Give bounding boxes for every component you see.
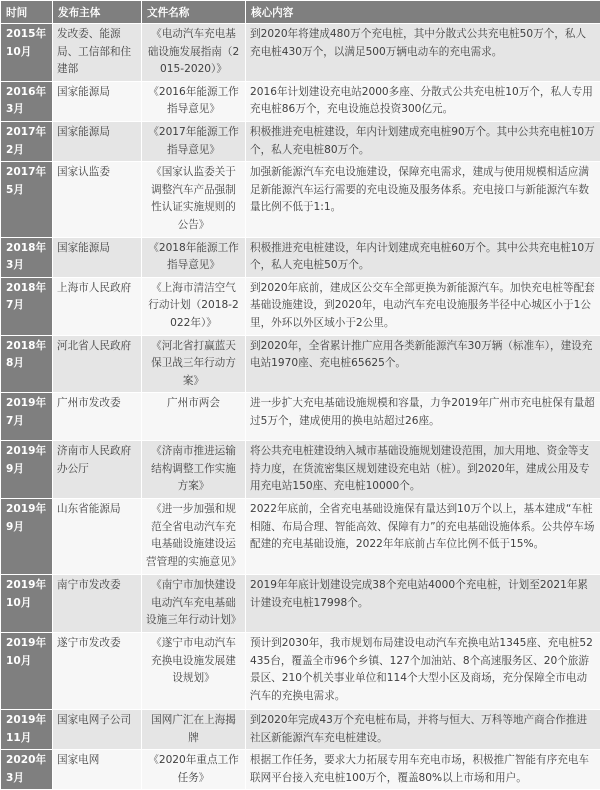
cell-document: 《济南市推进运输结构调整工作实施方案》 [142,441,246,499]
cell-time: 2019年10月 [1,633,53,710]
cell-content: 到2020年，全省累计推广应用各类新能源汽车30万辆（标准车），建设充电站1970座、充电桩65625个。 [246,335,600,393]
table-row [1,750,600,790]
cell-document: 《遂宁市电动汽车充换电设施发展建设规划》 [142,633,246,710]
cell-content: 加强新能源汽车充电设施建设，保障充电需求，建成与使用规模相适应满足新能源汽车运行需要的充电设施及服务体系。充电接口与新能源汽车数量比例不低于1:1。 [246,162,600,237]
cell-document: 《进一步加强和规范全省电动汽车充电基础设施建设运营管理的实施意见》 [142,499,246,575]
cell-document: 《上海市清洁空气行动计划（2018-2022年）》 [142,277,246,335]
cell-subject: 国家电网 [53,750,142,790]
cell-time: 2019年7月 [1,393,53,441]
header-content: 核心内容 [246,1,600,24]
cell-subject: 国家能源局 [53,81,142,121]
table-header-row [1,1,600,24]
table-row [1,162,600,237]
table-row [1,24,600,82]
table-row [1,633,600,710]
cell-content: 到2020年底前，建成区公交车全部更换为新能源汽车。加快充电桩等配套基础设施建设，到2020年，电动汽车充电设施服务半径中心城区小于1公里，外环以外区域小于2公里。 [246,277,600,335]
cell-document: 《南宁市加快建设电动汽车充电基础设施三年行动计划》 [142,575,246,633]
cell-time: 2019年9月 [1,499,53,575]
cell-subject: 南宁市发改委 [53,575,142,633]
table-row [1,499,600,575]
cell-content: 将公共充电桩建设纳入城市基础设施规划建设范围，加大用地、资金等支持力度，在货流密集区规划建设充电站（桩）。到2020年，建成公用及专用充电站150座、充电桩10000个。 [246,441,600,499]
cell-subject: 山东省能源局 [53,499,142,575]
cell-time: 2020年3月 [1,750,53,790]
cell-document: 《2017年能源工作指导意见》 [142,121,246,161]
cell-subject: 上海市人民政府 [53,277,142,335]
table-row [1,277,600,335]
table-row [1,441,600,499]
cell-subject: 国家能源局 [53,237,142,277]
cell-content: 积极推进充电桩建设，年内计划建成充电桩60万个。其中公共充电桩10万个，私人充电桩50万个。 [246,237,600,277]
cell-time: 2017年5月 [1,162,53,237]
cell-subject: 国家认监委 [53,162,142,237]
cell-content: 根据工作任务，要求大力拓展专用车充电市场，积极推广智能有序充电车联网平台接入充电桩100万个，覆盖80%以上市场和用户。 [246,750,600,790]
table-row [1,121,600,161]
cell-time: 2017年2月 [1,121,53,161]
header-time: 时间 [1,1,53,24]
table-row [1,335,600,393]
cell-time: 2019年9月 [1,441,53,499]
cell-content: 2016年计划建设充电站2000多座、分散式公共充电桩10万个，私人专用充电桩86万个，充电设施总投资300亿元。 [246,81,600,121]
table-row [1,237,600,277]
cell-time: 2015年10月 [1,24,53,82]
cell-content: 预计到2030年，我市规划布局建设电动汽车充换电站1345座、充电桩52435台，覆盖全市96个乡镇、127个加油站、8个高速服务区、20个旅游景区、210个机关事业单位和114个大型小区及商场，充分保障全市电动汽车的充换电需求。 [246,633,600,710]
cell-subject: 遂宁市发改委 [53,633,142,710]
cell-subject: 国家电网子公司 [53,710,142,750]
cell-subject: 发改委、能源局、工信部和住建部 [53,24,142,82]
cell-document: 《河北省打赢蓝天保卫战三年行动方案》 [142,335,246,393]
cell-document: 《2016年能源工作指导意见》 [142,81,246,121]
cell-content: 进一步扩大充电基础设施规模和容量，力争2019年广州市充电桩保有量超过5万个，建成使用的换电站超过26座。 [246,393,600,441]
cell-document: 《2020年重点工作任务》 [142,750,246,790]
cell-time: 2018年3月 [1,237,53,277]
cell-document: 《电动汽车充电基础设施发展指南（2015-2020）》 [142,24,246,82]
cell-content: 到2020年将建成480万个充电桩，其中分散式公共充电桩50万个，私人充电桩430万个，以满足500万辆电动车的充电需求。 [246,24,600,82]
header-document: 文件名称 [142,1,246,24]
cell-subject: 河北省人民政府 [53,335,142,393]
cell-content: 2019年年底计划建设完成38个充电站4000个充电桩，计划至2021年累计建设充电桩17998个。 [246,575,600,633]
cell-subject: 济南市人民政府办公厅 [53,441,142,499]
header-subject: 发布主体 [53,1,142,24]
cell-time: 2019年11月 [1,710,53,750]
cell-time: 2018年8月 [1,335,53,393]
cell-document: 《2018年能源工作指导意见》 [142,237,246,277]
cell-time: 2016年3月 [1,81,53,121]
cell-time: 2018年7月 [1,277,53,335]
cell-content: 积极推进充电桩建设，年内计划建成充电桩90万个。其中公共充电桩10万个，私人充电桩80万个。 [246,121,600,161]
cell-subject: 广州市发改委 [53,393,142,441]
cell-document: 广州市两会 [142,393,246,441]
cell-time: 2019年10月 [1,575,53,633]
cell-content: 2022年底前，全省充电基础设施保有量达到10万个以上，基本建成“车桩相随、布局合理、智能高效、保障有力”的充电基础设施体系。公共停车场配建的充电基础设施，2022年年底前占车位比例不低于15%。 [246,499,600,575]
table-row [1,81,600,121]
table-row [1,575,600,633]
cell-content: 到2020年完成43万个充电桩布局，并将与恒大、万科等地产商合作推进社区新能源汽车充电桩建设。 [246,710,600,750]
table-row [1,393,600,441]
cell-subject: 国家能源局 [53,121,142,161]
table-row [1,710,600,750]
cell-document: 《国家认监委关于调整汽车产品强制性认证实施规则的公告》 [142,162,246,237]
cell-document: 国网广汇在上海揭牌 [142,710,246,750]
